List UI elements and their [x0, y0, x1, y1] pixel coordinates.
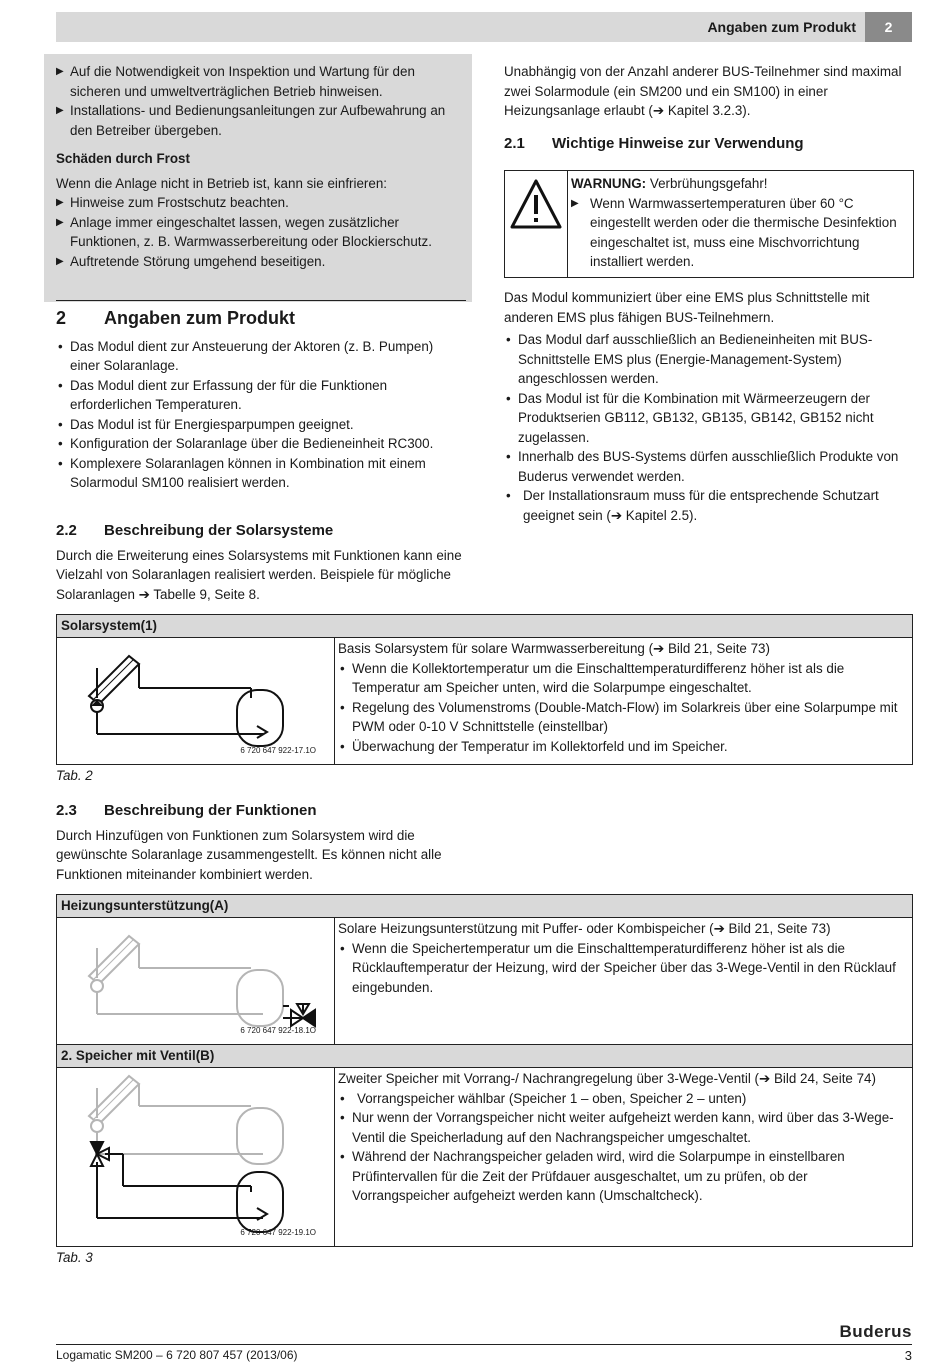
list-item: • Während der Nachrangspeicher geladen wird, wird die Solarpumpe in einstellbaren Prüfintervallen für die Zeit der Prüfdauer ausgeschaltet, um zu prüfen, ob der Vorrangspeicher aufgeheizt werden kann (Umschaltcheck). [338, 1147, 908, 1206]
list-item: • Das Modul darf ausschließlich an Bedieneinheiten mit BUS-Schnittstelle EMS plus (Energie-Management-System) angeschlossen werden. [504, 330, 912, 389]
right-column-intro [504, 62, 912, 121]
list-item: ▶ Auf die Notwendigkeit von Inspektion und Wartung für den sicheren und umweltverträglichen Betrieb hinweisen. [56, 62, 462, 101]
figure-code: 6 720 647 922-18.1O [240, 1025, 316, 1035]
section-2-3 [56, 801, 466, 884]
table-functions [56, 894, 913, 1247]
figure-code: 6 720 647 922-17.1O [240, 745, 316, 755]
paragraph: Durch die Erweiterung eines Solarsystems mit Funktionen kann eine Vielzahl von Solaranlagen realisiert werden. Beispiele für mögliche Solaranlagen ➔ Tabelle 9, Seite 8. [56, 547, 462, 602]
section-heading [56, 521, 466, 541]
list-item: • Komplexere Solaranlagen können in Kombination mit einem Solarmodul SM100 realisiert werden. [56, 454, 466, 493]
figure-code: 6 720 647 922-19.1O [240, 1227, 316, 1237]
divider [56, 300, 466, 301]
section-heading [504, 134, 912, 154]
table-row-title: Solare Heizungsunterstützung mit Puffer- oder Kombispeicher (➔ Bild 21, Seite 73) [338, 921, 831, 936]
table-solar-system [56, 614, 913, 765]
heating-support-diagram [57, 918, 335, 1044]
table-description [338, 919, 908, 997]
frost-heading: Schäden durch Frost [56, 151, 190, 166]
list-item: • Vorrangspeicher wählbar (Speicher 1 – oben, Speicher 2 – unten) [338, 1089, 908, 1109]
warning-triangle-icon [505, 171, 568, 277]
paragraph: Unabhängig von der Anzahl anderer BUS-Teilnehmer sind maximal zwei Solarmodule (ein SM200 und ein SM100) in einer Heizungsanlage erlaubt (➔ Kapitel 3.2.3). [504, 64, 902, 118]
frost-intro: Wenn die Anlage nicht in Betrieb ist, kann sie einfrieren: [56, 175, 387, 191]
list-item: • Das Modul dient zur Erfassung der für die Funktionen erforderlichen Temperaturen. [56, 376, 466, 415]
section-title: Beschreibung der Funktionen [104, 802, 317, 819]
second-storage-diagram [57, 1068, 335, 1246]
safety-notes-content [56, 62, 462, 271]
list-item: ▶ Anlage immer eingeschaltet lassen, wegen zusätzlicher Funktionen, z. B. Warmwasserbereitung oder Blockierschutz. [56, 213, 462, 252]
warning-instruction: ▶ Wenn Warmwassertemperaturen über 60 °C eingestellt werden oder die thermische Desinfektion eingeschaltet ist, muss eine Mischvorrichtung installiert werden. [571, 194, 907, 272]
section-title: Angaben zum Produkt [104, 308, 296, 328]
page-number: 3 [904, 1348, 912, 1363]
section-title: Beschreibung der Solarsysteme [104, 522, 334, 539]
warning-label: WARNUNG: [571, 176, 647, 191]
section-2-2 [56, 521, 466, 604]
paragraph: Das Modul kommuniziert über eine EMS plus Schnittstelle mit anderen EMS plus fähigen BUS-Teilnehmern. [504, 290, 870, 325]
right-column-body [504, 288, 912, 525]
table-caption: Tab. 3 [56, 1250, 93, 1265]
list-item: • Das Modul ist für Energiesparpumpen geeignet. [56, 415, 466, 435]
table-row-title: Zweiter Speicher mit Vorrang-/ Nachrangregelung über 3-Wege-Ventil (➔ Bild 24, Seite 74) [338, 1071, 876, 1086]
section-2 [56, 309, 466, 493]
table-caption: Tab. 2 [56, 768, 93, 783]
list-item: • Regelung des Volumenstroms (Double-Match-Flow) im Solarkreis über eine Solarpumpe mit PWM oder 0-10 V Schnittstelle (einstellbar) [338, 698, 908, 737]
warning-text: Verbrühungsgefahr! [649, 176, 768, 191]
solar-system-diagram [57, 638, 335, 764]
paragraph: Durch Hinzufügen von Funktionen zum Solarsystem wird die gewünschte Solaranlage zusammengestellt. Es können nicht alle Funktionen miteinander kombiniert werden. [56, 827, 442, 882]
section-2-1-heading [504, 134, 912, 154]
section-number: 2 [56, 308, 67, 328]
list-item: • Konfiguration der Solaranlage über die Bedieneinheit RC300. [56, 434, 466, 454]
list-item: • Wenn die Speichertemperatur um die Einschalttemperaturdifferenz höher ist als die Rücklauftemperatur der Heizung, wird der Speicher über das 3-Wege-Ventil in den Rücklauf eingebunden. [338, 939, 908, 998]
chapter-number-badge: 2 [865, 12, 912, 42]
table-description [338, 639, 908, 756]
list-item: • Wenn die Kollektortemperatur um die Einschalttemperaturdifferenz höher ist als die Temperatur am Speicher unten, wird die Solarpumpe eingeschaltet. [338, 659, 908, 698]
section-title: Wichtige Hinweise zur Verwendung [552, 135, 804, 152]
list-item: • Der Installationsraum muss für die entsprechende Schutzart geeignet sein (➔ Kapitel 2.5). [504, 486, 912, 525]
section-heading [56, 309, 466, 329]
list-item: ▶ Auftretende Störung umgehend beseitigen. [56, 252, 462, 272]
list-item: • Innerhalb des BUS-Systems dürfen ausschließlich Produkte von Buderus verwendet werden. [504, 447, 912, 486]
list-item: • Das Modul dient zur Ansteuerung der Aktoren (z. B. Pumpen) einer Solaranlage. [56, 337, 466, 376]
table-header: Solarsystem(1) [57, 615, 912, 638]
section-number: 2.2 [56, 522, 77, 539]
footer-document-id: Logamatic SM200 – 6 720 807 457 (2013/06) [56, 1348, 298, 1362]
table-row-title: Basis Solarsystem für solare Warmwasserbereitung (➔ Bild 21, Seite 73) [338, 641, 770, 656]
warning-box [504, 170, 914, 278]
list-item: • Überwachung der Temperatur im Kollektorfeld und im Speicher. [338, 737, 908, 757]
section-heading [56, 801, 466, 821]
table-header: 2. Speicher mit Ventil(B) [57, 1045, 912, 1068]
section-number: 2.1 [504, 135, 525, 152]
brand-logo: Buderus [839, 1322, 912, 1341]
footer-divider [56, 1344, 912, 1345]
list-item: ▶ Hinweise zum Frostschutz beachten. [56, 193, 462, 213]
list-item: • Das Modul ist für die Kombination mit Wärmeerzeugern der Produktserien GB112, GB132, GB135, GB142, GB152 nicht zugelassen. [504, 389, 912, 448]
list-item: • Nur wenn der Vorrangspeicher nicht weiter aufgeheizt werden kann, wird über das 3-Wege-Ventil die Speicherladung auf den Nachrangspeicher umgeschaltet. [338, 1108, 908, 1147]
running-header-title: Angaben zum Produkt [707, 19, 856, 35]
list-item: ▶ Installations- und Bedienungsanleitungen zur Aufbewahrung an den Betreiber übergeben. [56, 101, 462, 140]
section-number: 2.3 [56, 802, 77, 819]
table-description [338, 1069, 908, 1206]
table-header: Heizungsunterstützung(A) [57, 895, 912, 918]
